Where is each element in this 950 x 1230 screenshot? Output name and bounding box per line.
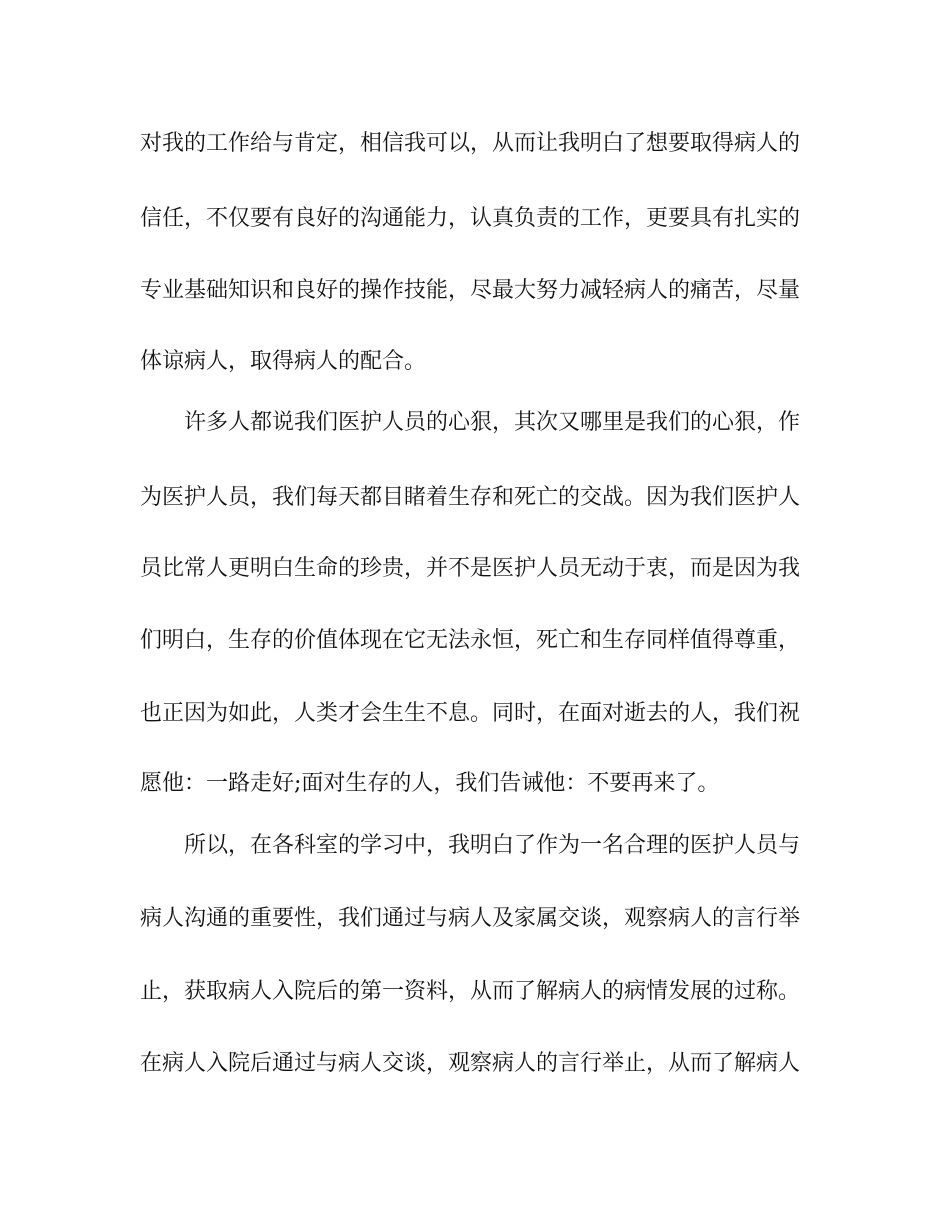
paragraph-line: 们明白，生存的价值体现在它无法永恒，死亡和生存同样值得尊重， <box>140 628 801 653</box>
paragraph-line: 许多人都说我们医护人员的心狠，其次又哪里是我们的心狠，作 <box>184 410 801 435</box>
paragraph-line: 体谅病人，取得病人的配合。 <box>140 349 427 374</box>
paragraph-line: 病人沟通的重要性，我们通过与病人及家属交谈，观察病人的言行举 <box>140 906 801 931</box>
paragraph-line: 员比常人更明白生命的珍贵，并不是医护人员无动于衷，而是因为我 <box>140 556 801 581</box>
paragraph-line: 在病人入院后通过与病人交谈，观察病人的言行举止，从而了解病人 <box>140 1051 801 1076</box>
paragraph-line: 也正因为如此，人类才会生生不息。同时，在面对逝去的人，我们祝 <box>140 701 801 726</box>
paragraph-line: 为医护人员，我们每天都目睹着生存和死亡的交战。因为我们医护人 <box>140 485 801 510</box>
paragraph-line: 对我的工作给与肯定，相信我可以，从而让我明白了想要取得病人的 <box>140 131 801 156</box>
paragraph-line: 信任，不仅要有良好的沟通能力，认真负责的工作，更要具有扎实的 <box>140 206 801 231</box>
paragraph-line: 专业基础知识和良好的操作技能，尽最大努力减轻病人的痛苦，尽量 <box>140 278 801 303</box>
paragraph-line: 愿他：一路走好;面对生存的人，我们告诫他：不要再来了。 <box>140 771 720 796</box>
paragraph-line: 所以，在各科室的学习中，我明白了作为一名合理的医护人员与 <box>184 833 801 858</box>
paragraph-line: 止，获取病人入院后的第一资料，从而了解病人的病情发展的过称。 <box>140 979 801 1004</box>
